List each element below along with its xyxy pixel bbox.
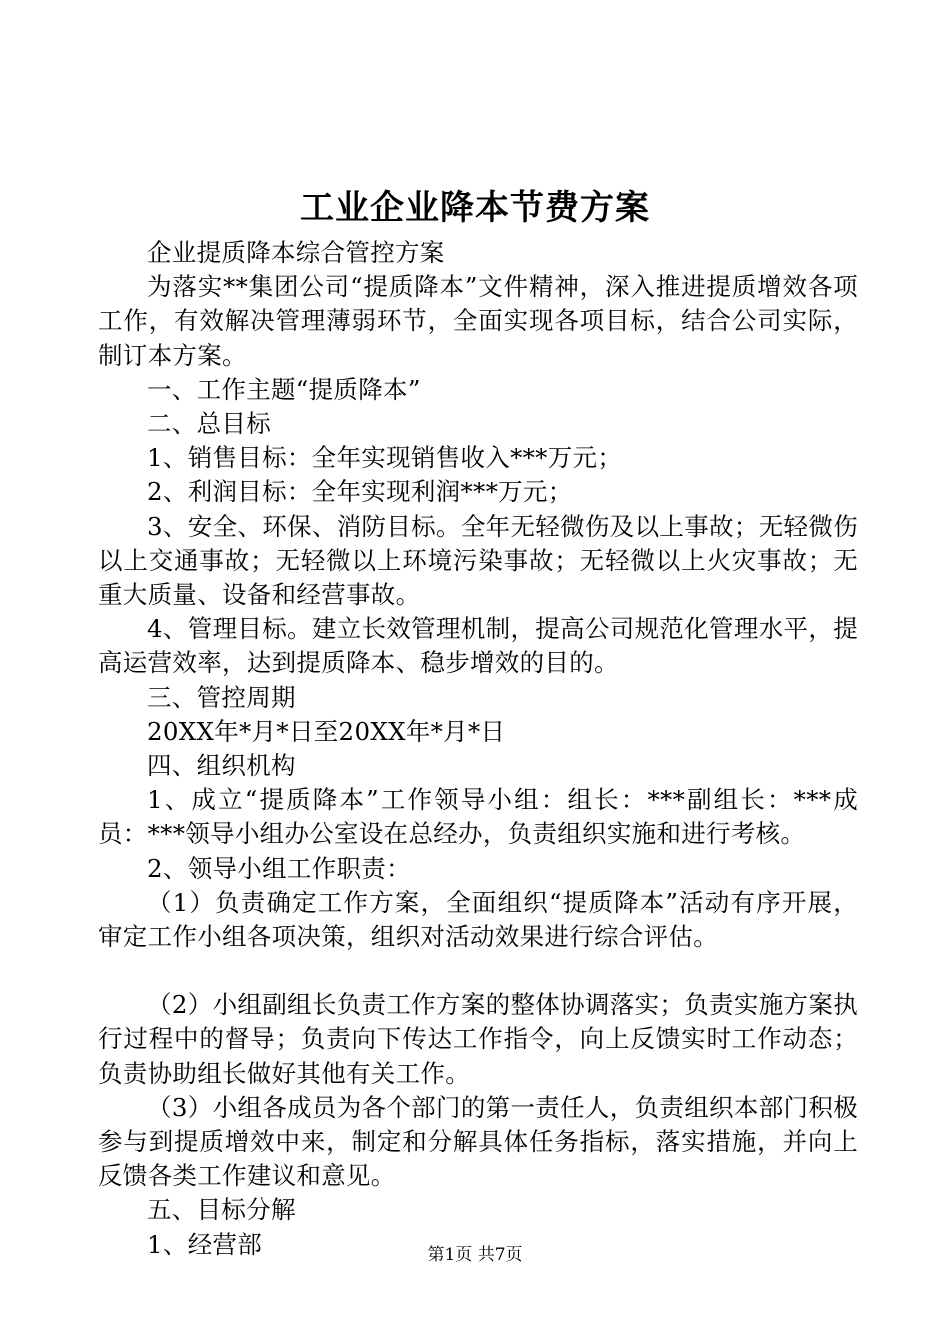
heading-control-period: 三、管控周期 xyxy=(147,682,296,712)
paragraph-sales-goal: 1、销售目标：全年实现销售收入***万元； xyxy=(147,443,623,473)
heading-work-theme: 一、工作主题“提质降本” xyxy=(147,374,421,404)
heading-group-duties: 2、领导小组工作职责： xyxy=(147,853,411,883)
heading-target-breakdown: 五、目标分解 xyxy=(147,1195,296,1225)
paragraph-duty-1: （1）负责确定工作方案，全面组织“提质降本”活动有序开展，审定工作小组各项决策，组织对活动效果进行综合评估。 xyxy=(98,887,858,952)
paragraph-intro: 为落实**集团公司“提质降本”文件精神，深入推进提质增效各项工作，有效解决管理薄弱环节，全面实现各项目标，结合公司实际，制订本方案。 xyxy=(98,272,858,370)
page-number-footer: 第1页 共7页 xyxy=(427,1245,523,1265)
document-body xyxy=(98,236,858,1262)
paragraph-subtitle: 企业提质降本综合管控方案 xyxy=(147,238,445,267)
paragraph-profit-goal: 2、利润目标：全年实现利润***万元； xyxy=(147,477,573,507)
paragraph-management-goal: 4、管理目标。建立长效管理机制，提高公司规范化管理水平，提高运营效率，达到提质降本、稳步增效的目的。 xyxy=(98,614,858,678)
paragraph-safety-goal: 3、安全、环保、消防目标。全年无轻微伤及以上事故；无轻微伤以上交通事故；无轻微以上环境污染事故；无轻微以上火灾事故；无重大质量、设备和经营事故。 xyxy=(98,511,858,610)
document-title: 工业企业降本节费方案 xyxy=(300,188,650,228)
paragraph-duty-3: （3）小组各成员为各个部门的第一责任人，负责组织本部门积极参与到提质增效中来，制定和分解具体任务指标，落实措施，并向上反馈各类工作建议和意见。 xyxy=(98,1092,858,1191)
blank-line xyxy=(98,954,858,988)
heading-overall-goal: 二、总目标 xyxy=(147,409,271,439)
paragraph-leading-group: 1、成立“提质降本”工作领导小组：组长：***副组长：***成员：***领导小组办公室设在总经办，负责组织实施和进行考核。 xyxy=(98,785,858,849)
paragraph-period-dates: 20XX年*月*日至20XX年*月*日 xyxy=(147,716,506,746)
heading-organization: 四、组织机构 xyxy=(147,751,296,781)
paragraph-duty-2: （2）小组副组长负责工作方案的整体协调落实；负责实施方案执行过程中的督导；负责向下传达工作指令，向上反馈实时工作动态；负责协助组长做好其他有关工作。 xyxy=(98,990,858,1088)
paragraph-business-dept: 1、经营部 xyxy=(147,1229,263,1259)
